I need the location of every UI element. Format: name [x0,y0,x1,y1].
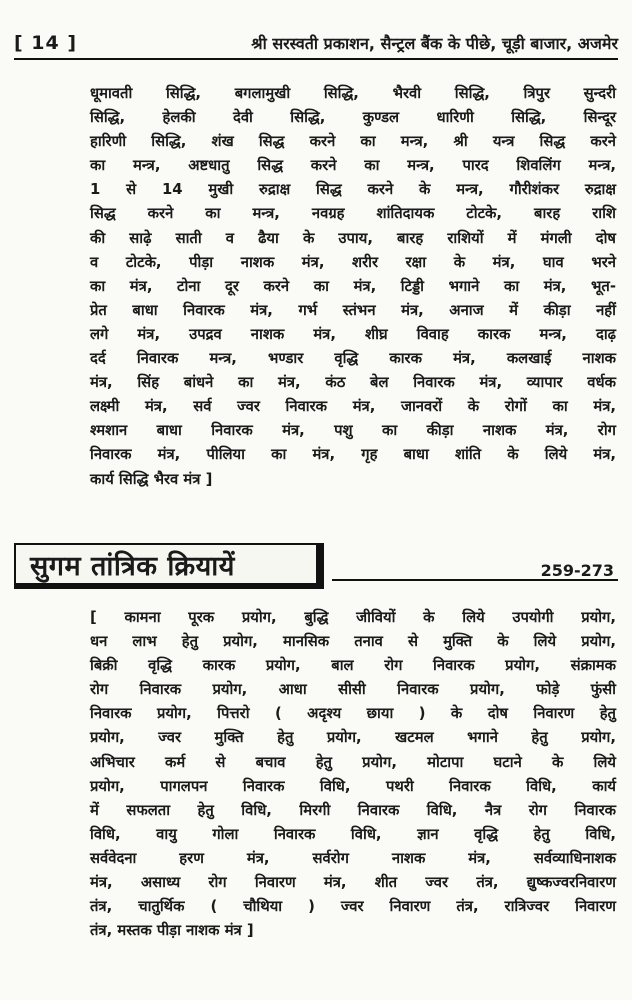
text-line: रोग निवारक प्रयोग, आधा सीसी निवारक प्रयोग, फोड़े फुंसी [90,681,616,699]
text-line: धन लाभ हेतु प्रयोग, मानसिक तनाव से मुक्ति के लिये प्रयोग, [90,633,616,651]
text-line: धूमावती सिद्धि, बगलामुखी सिद्धि, भैरवी सिद्धि, त्रिपुर सुन्दरी [90,85,616,102]
section-heading [14,543,618,593]
page-header [14,30,618,60]
text-line: प्रयोग, ज्वर मुक्ति हेतु प्रयोग, खटमल भगाने हेतु प्रयोग, [90,729,616,747]
text-line: व टोटके, पीड़ा नाशक मंत्र, शरीर रक्षा के मंत्र, घाव भरने [90,253,616,271]
text-line: मंत्र, सिंह बांधने का मंत्र, कंठ बेल निवारक मंत्र, व्यापार वर्धक [90,374,616,392]
text-line: में सफलता हेतु विधि, मिरगी निवारक विधि, नैत्र रोग निवारक [90,801,616,819]
text-line: दर्द निवारक मन्त्र, भण्डार वृद्धि कारक मंत्र, कलखाई नाशक [90,350,616,368]
text-line: सिद्धि, हेलकी देवी सिद्धि, कुण्डल धारिणी सिद्धि, सिन्दूर [90,109,616,127]
text-line: विधि, वायु गोला निवारक विधि, ज्ञान वृद्धि हेतु विधि, [90,825,616,843]
text-line: निवारक प्रयोग, पित्तरो ( अदृश्य छाया ) के दोष निवारण हेतु [90,705,616,723]
text-line: सर्ववेदना हरण मंत्र, सर्वरोग नाशक मंत्र, सर्वव्याधिनाशक [90,849,616,867]
text-line: कार्य सिद्धि भैरव मंत्र ] [90,470,213,488]
text-line: प्रयोग, पागलपन निवारक विधि, पथरी निवारक विधि, कार्य [90,777,616,795]
text-line: [ कामना पूरक प्रयोग, बुद्धि जीवियों के लिये उपयोगी प्रयोग, [90,609,616,626]
text-line: श्मशान बाधा निवारक मंत्र, पशु का कीड़ा नाशक मंत्र, रोग [90,422,616,440]
text-line: का मन्त्र, अष्टधातु सिद्ध करने का मन्त्र, पारद शिवलिंग मन्त्र, [90,157,616,175]
text-line: लक्ष्मी मंत्र, सर्व ज्वर निवारक मंत्र, जानवरों के रोगों का मंत्र, [90,398,616,416]
text-line: मंत्र, असाध्य रोग निवारण मंत्र, शीत ज्वर तंत्र, द्युष्कज्वरनिवारण [90,874,616,892]
text-line: तंत्र, मस्तक पीड़ा नाशक मंत्र ] [90,922,254,940]
text-line: सिद्ध करने का मन्त्र, नवग्रह शांतिदायक टोटके, बारह राशि [90,205,616,223]
text-line: अभिचार कर्म से बचाव हेतु प्रयोग, मोटापा घटाने के लिये [90,753,616,771]
section-page-range: 259-273 [540,561,614,580]
section-title-box [14,543,324,589]
text-line: का मंत्र, टोना दूर करने का मंत्र, टिड्डी भगाने का मंत्र, भूत- [90,277,616,295]
text-line: तंत्र, चातुर्थिक ( चौथिया ) ज्वर निवारण तंत्र, रात्रिज्वर निवारण [90,898,616,916]
text-line: की साढ़े साती व ढैया के उपाय, बारह राशियों में मंगली दोष [90,229,616,247]
text-line: 1 से 14 मुखी रुद्राक्ष सिद्ध करने के मन्त्र, गौरीशंकर रुद्राक्ष [90,181,616,199]
section-title: सुगम तांत्रिक क्रियायें [30,550,235,582]
contents-block-1 [90,82,616,492]
text-line: प्रेत बाधा निवारक मंत्र, गर्भ स्तंभन मंत्र, अनाज में कीड़ा नहीं [90,301,616,319]
text-line: हारिणी सिद्धि, शंख सिद्ध करने का मन्त्र, श्री यन्त्र सिद्ध करने [90,133,616,151]
page-number: [ 14 ] [14,32,78,54]
text-line: बिक्री वृद्धि कारक प्रयोग, बाल रोग निवारक प्रयोग, संक्रामक [90,657,616,675]
publisher-line: श्री सरस्वती प्रकाशन, सैन्ट्रल बैंक के पीछे, चूड़ी बाजार, अजमेर [251,34,618,53]
text-line: लगे मंत्र, उपद्रव नाशक मंत्र, शीघ्र विवाह कारक मन्त्र, दाढ़ [90,325,616,343]
text-line: निवारक मंत्र, पीलिया का मंत्र, गृह बाधा शांति के लिये मंत्र, [90,446,616,464]
contents-block-2 [90,606,616,943]
